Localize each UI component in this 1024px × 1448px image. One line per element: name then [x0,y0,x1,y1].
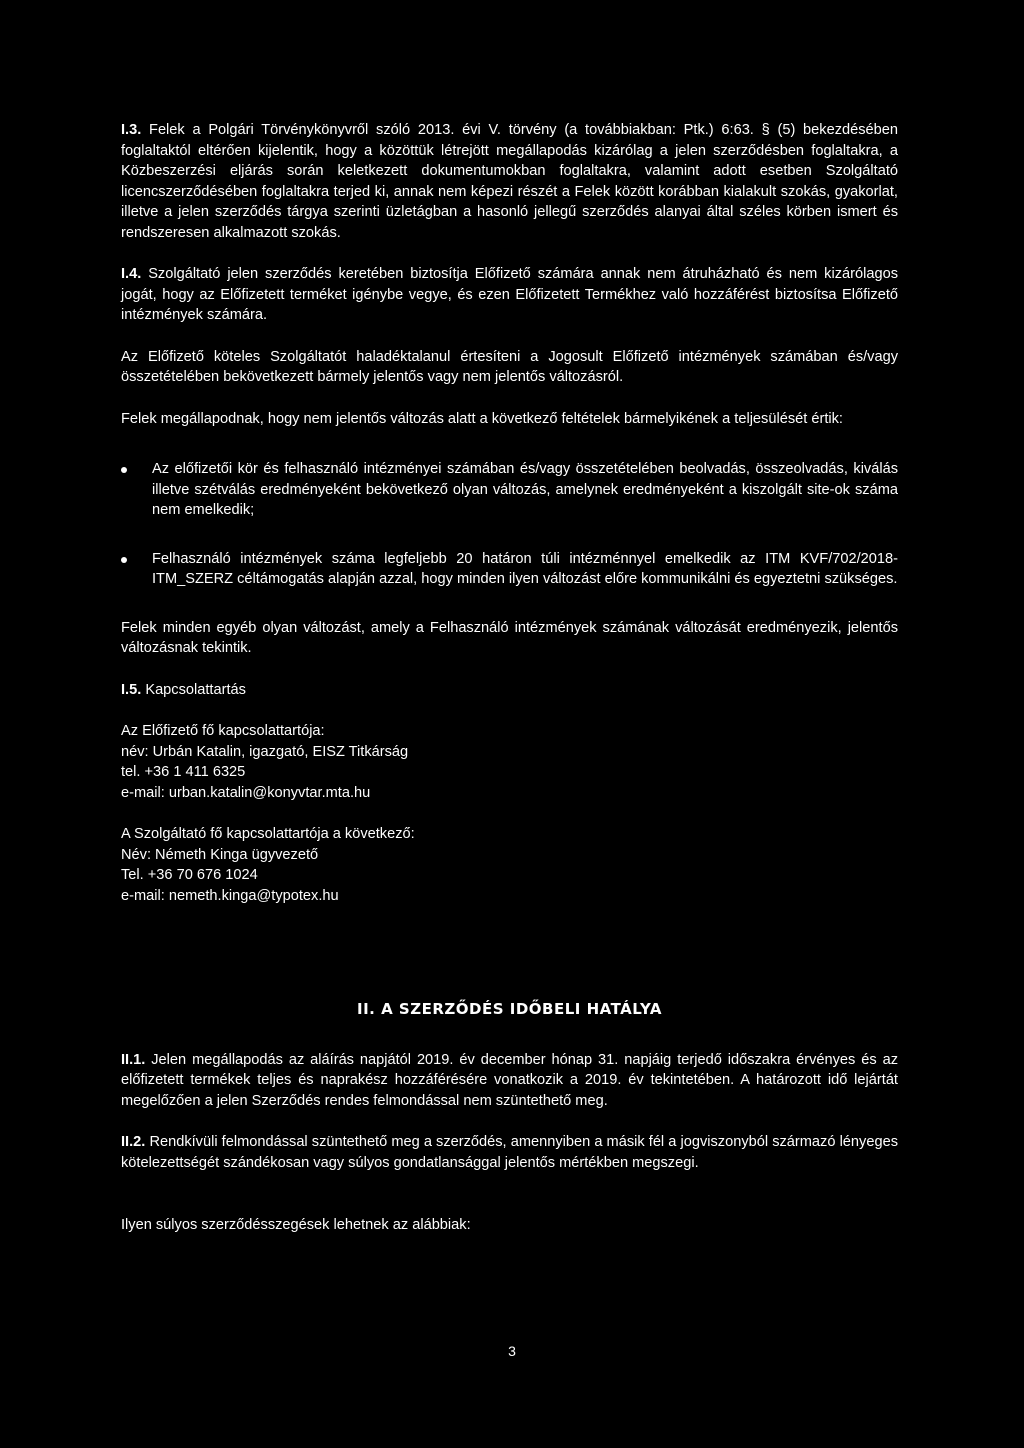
clause-i3 [121,120,898,243]
contact-phone: Tel. +36 70 676 1024 [121,867,258,883]
not-significant-intro: Felek megállapodnak, hogy nem jelentős változás alatt a következő feltételek bármelyikének a teljesülését értik: [121,410,843,427]
notify-paragraph: Az Előfizető köteles Szolgáltatót haladéktalanul értesíteni a Jogosult Előfizető intézmények számában és/vagy összetételében bekövetkezett bármely jelentős vagy nem jelentős változásról. [121,348,898,385]
contact-phone: tel. +36 1 411 6325 [121,764,246,780]
contact-name: Név: Németh Kinga ügyvezető [121,846,319,863]
clause-number: I.3. [121,122,142,138]
contact-email: e-mail: urban.katalin@konyvtar.mta.hu [121,784,371,801]
clause-text: Rendkívüli felmondással szüntethető meg a szerződés, amennyiben a másik fél a jogviszonyból származó lényeges kötelezettségét szándékosan vagy súlyos gondatlansággal jelentős mértékben megszegi. [121,1134,898,1171]
clause-text: Jelen megállapodás az aláírás napjától 2019. év december hónap 31. napjáig terjedő időszakra érvényes és az előfizetett termékek teljes és naprakész hozzáférésére vonatkozik a 2019. év tekintetében. A határozott idő lejártát megelőzően a jelen Szerződés rendes felmondással nem szüntethető meg. [121,1051,898,1109]
clause-text: Felek a Polgári Törvénykönyvről szóló 2013. évi V. törvény (a továbbiakban: Ptk.) 6:63. § (5) bekezdésében foglaltaktól eltérően kijelentik, hogy a közöttük létrejött megállapodás kizárólag a jelen szerződésben foglaltakra, a Közbeszerzési eljárás során keletkezett dokumentumokban foglaltakra, valamint adott esetben Szolgáltató licencszerződésében foglaltakra terjed ki, annak nem képezi részét a Felek között korábban kialakult szokás, gyakorlat, illetve a jelen szerződés tárgya szerinti üzletágban a hasonló jellegű szerződés alanyai által széles körben ismert és rendszeresen alkalmazott szokás. [121,122,898,241]
section-title: II. A SZERZŐDÉS IDŐBELI HATÁLYA [357,1000,662,1018]
list-item [121,549,898,590]
clause-heading: Kapcsolattartás [141,681,246,698]
clause-number: II.2. [121,1134,146,1150]
significant-paragraph: Felek minden egyéb olyan változást, amely a Felhasználó intézmények számának változását eredményezik, jelentős változásnak tekintik. [121,619,898,656]
clause-number: I.5. [121,681,142,698]
list-item-text: Az előfizetői kör és felhasználó intézményei számában és/vagy összetételében beolvadás, összeolvadás, kiválás illetve szétválás eredményeként bekövetkező olyan változás, amelynek eredményeként a kiszolgált site-ok száma nem emelkedik; [152,461,898,518]
condition-list [121,459,898,590]
subscriber-contact [121,721,898,803]
provider-contact [121,824,898,906]
clause-ii1 [121,1050,898,1112]
contact-heading: A Szolgáltató fő kapcsolattartója a következő: [121,826,415,842]
list-item-text: Felhasználó intézmények száma legfeljebb 20 határon túli intézménnyel emelkedik az ITM KVF/702/2018-ITM_SZERZ céltámogatás alapján azzal, hogy minden ilyen változást előre kommunikálni és egyeztetni szükséges. [152,550,898,587]
contact-name: név: Urbán Katalin, igazgató, EISZ Titkárság [121,743,409,760]
clause-number: II.1. [121,1051,146,1068]
clause-ii2 [121,1132,898,1173]
bullet-icon [121,467,127,473]
bullet-icon [121,557,127,563]
clause-number: I.4. [121,266,142,282]
contact-email: e-mail: nemeth.kinga@typotex.hu [121,887,339,904]
contact-heading: Az Előfizető fő kapcsolattartója: [121,723,325,739]
breach-intro: Ilyen súlyos szerződésszegések lehetnek az alábbiak: [121,1217,471,1233]
document-page [121,120,898,1236]
clause-i4 [121,264,898,326]
clause-i5 [121,680,898,701]
page-number: 3 [508,1343,516,1359]
list-item [121,459,898,521]
clause-text: Szolgáltató jelen szerződés keretében biztosítja Előfizető számára annak nem átruházható és nem kizárólagos jogát, hogy az Előfizetett terméket igénybe vegye, és ezen Előfizetett Termékhez való hozzáférést biztosítsa Előfizető intézmények számára. [121,266,898,323]
